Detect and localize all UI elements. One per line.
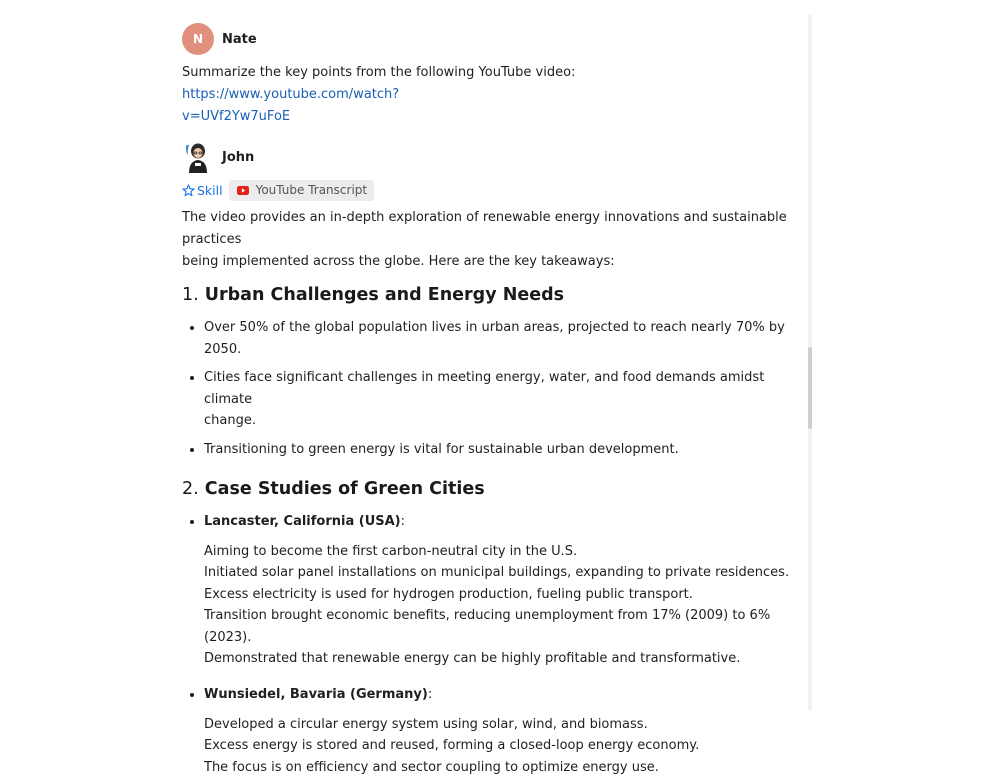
assistant-message-header <box>182 140 792 174</box>
bullet-list <box>182 317 792 460</box>
intro-line-2: being implemented across the globe. Here are the key takeaways: <box>182 254 615 269</box>
case-item <box>204 684 792 778</box>
user-message-body: Summarize the key points from the following YouTube video: <box>182 65 576 80</box>
case-detail-line: Excess electricity is used for hydrogen production, fueling public transport. <box>204 586 693 602</box>
skill-toggle[interactable] <box>182 183 223 198</box>
user-message-text <box>182 62 792 128</box>
avatar <box>182 141 214 173</box>
case-suffix: : <box>427 687 433 703</box>
list-item <box>204 367 792 432</box>
intro-line-1: The video provides an in-depth exploration of renewable energy innovations and sustainable practices <box>182 210 787 247</box>
case-item <box>204 511 792 670</box>
list-item: • Transitioning to green energy is vital for sustainable urban development. <box>204 439 792 461</box>
skill-label: Skill <box>197 182 223 198</box>
case-details <box>204 714 792 778</box>
case-suffix: : <box>400 514 406 529</box>
case-detail-line: Excess energy is stored and reused, forming a closed-loop energy economy. <box>204 738 700 754</box>
case-name: Wunsiedel, Bavaria (Germany) <box>204 687 428 703</box>
section-number: 1. <box>182 285 199 305</box>
author-name: Nate <box>222 31 257 47</box>
skill-icon <box>182 184 195 197</box>
list-item: • Over 50% of the global population lives in urban areas, projected to reach nearly 70% by 2050. <box>204 317 792 360</box>
section-title: Case Studies of Green Cities <box>204 479 485 499</box>
section-number: 2. <box>182 479 199 499</box>
youtube-icon <box>237 186 249 195</box>
scrollbar-thumb[interactable] <box>808 347 812 429</box>
section-heading <box>182 282 792 308</box>
case-list <box>182 511 792 778</box>
case-detail-line: Aiming to become the first carbon-neutral city in the U.S. <box>204 543 578 559</box>
case-details <box>204 541 792 671</box>
case-detail-line: Transition brought economic benefits, reducing unemployment from 17% (2009) to 6% (2023). <box>204 608 771 645</box>
youtube-transcript-chip[interactable] <box>229 180 375 201</box>
case-detail-line: Initiated solar panel installations on municipal buildings, expanding to private residences. <box>204 565 790 581</box>
youtube-link-line2: v=UVf2Yw7uFoE <box>182 109 291 124</box>
youtube-link[interactable] <box>182 87 399 124</box>
avatar-illustration-icon <box>183 141 213 173</box>
case-detail-line: Demonstrated that renewable energy can be highly profitable and transformative. <box>204 651 741 667</box>
user-message-header <box>182 22 792 56</box>
assistant-message <box>182 140 792 778</box>
section-title: Urban Challenges and Energy Needs <box>204 285 565 305</box>
case-detail-line: Developed a circular energy system using solar, wind, and biomass. <box>204 716 648 732</box>
avatar: N <box>182 23 214 55</box>
case-name: Lancaster, California (USA) <box>204 514 401 529</box>
author-name: John <box>222 149 255 165</box>
case-detail-line: The focus is on efficiency and sector coupling to optimize energy use. <box>204 759 659 775</box>
youtube-link-line1: https://www.youtube.com/watch? <box>182 87 400 102</box>
youtube-transcript-label: YouTube Transcript <box>255 183 368 197</box>
intro-paragraph <box>182 207 792 273</box>
tool-usage-row <box>182 179 792 201</box>
list-item-line: Cities face significant challenges in meeting energy, water, and food demands amidst climate <box>204 370 765 407</box>
user-message <box>182 22 792 128</box>
list-item-line: change. <box>204 413 256 428</box>
section-heading <box>182 476 792 502</box>
